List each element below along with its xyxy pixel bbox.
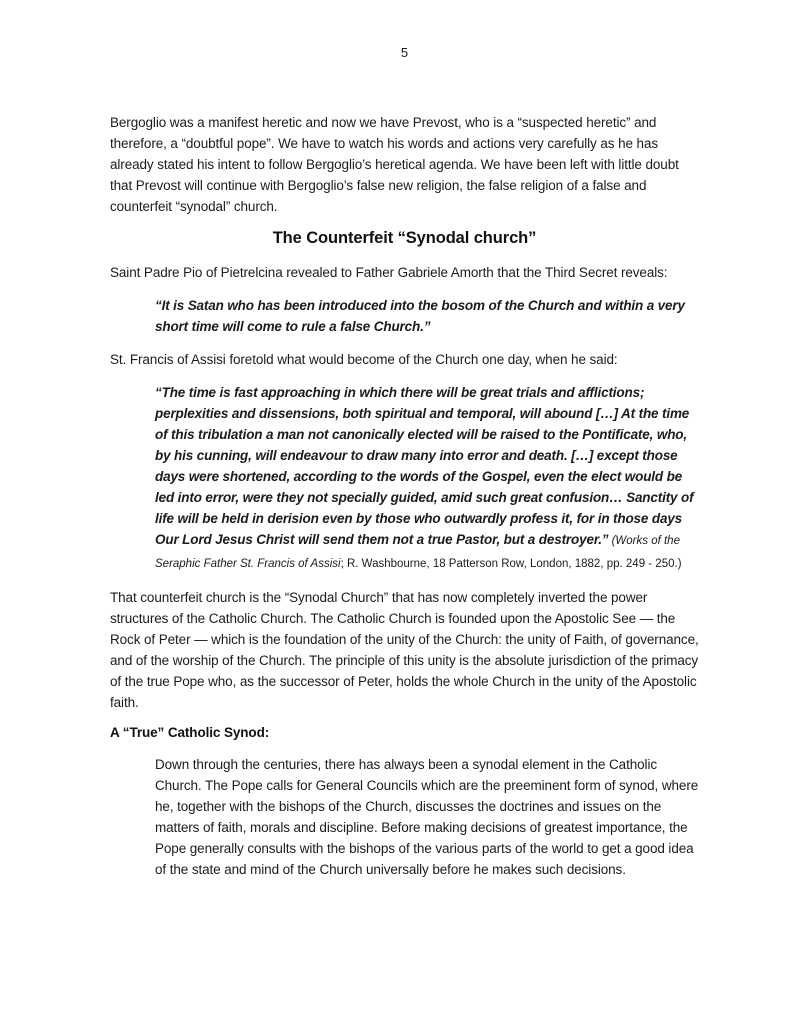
section-heading: The Counterfeit “Synodal church” bbox=[272, 229, 537, 247]
st-francis-quote-text: “The time is fast approaching in which there will be great trials and afflictions; perplexities and dissensions, both spiritual and temporal, will abound […] At the time of this tribulation a man not canonically elected will be raised to the Pontificate, who, by his cunning, will endeavour to draw many into error and death. […] except those days were shortened, according to the words of the Gospel, even the elect would be led into error, were they not specially guided, amid such great confusion… Sanctity of life will be held in derision even by those who outwardly profess it, for in those days Our Lord Jesus Christ will send them not a true Pastor, but a destroyer.” bbox=[155, 385, 694, 547]
page-number: 5 bbox=[400, 45, 409, 60]
citation-work-title: (Works of the Seraphic Father St. Francis of Assisi bbox=[155, 535, 680, 570]
citation-publisher: ; R. Washbourne, 18 Patterson Row, London, 1882, pp. 249 - 250.) bbox=[340, 558, 682, 570]
intro-paragraph: Bergoglio was a manifest heretic and now we have Prevost, who is a “suspected heretic” and therefore, a “doubtful pope”. We have to watch his words and actions very carefully as he has already stated his intent to follow Bergoglio’s heretical agenda. We have been left with little doubt that Prevost will continue with Bergoglio’s false new religion, the false religion of a false and counterfeit “synodal” church. bbox=[110, 115, 679, 214]
counterfeit-church-paragraph: That counterfeit church is the “Synodal Church” that has now completely inverted the power structures of the Catholic Church. The Catholic Church is founded upon the Apostolic See — the Rock of Peter — which is the foundation of the unity of the Church: the unity of Faith, of governance, and of the worship of the Church. The principle of this unity is the absolute jurisdiction of the primacy of the true Pope who, as the successor of Peter, holds the whole Church in the unity of the Apostolic faith. bbox=[110, 590, 699, 710]
subsection-heading: A “True” Catholic Synod: bbox=[110, 725, 270, 740]
st-francis-paragraph: St. Francis of Assisi foretold what would become of the Church one day, when he said: bbox=[110, 352, 618, 367]
padre-pio-paragraph: Saint Padre Pio of Pietrelcina revealed to Father Gabriele Amorth that the Third Secret reveals: bbox=[110, 265, 668, 280]
padre-pio-quote: “It is Satan who has been introduced into the bosom of the Church and within a very short time will come to rule a false Church.” bbox=[155, 298, 685, 334]
synod-history-paragraph: Down through the centuries, there has always been a synodal element in the Catholic Church. The Pope calls for General Councils which are the preeminent form of synod, where he, together with the bishops of the Church, discusses the doctrines and issues on the matters of faith, morals and discipline. Before making decisions of greatest importance, the Pope generally consults with the bishops of the various parts of the world to get a good idea of the state and mind of the Church universally before he makes such decisions. bbox=[155, 757, 699, 877]
st-francis-quote bbox=[110, 382, 699, 575]
